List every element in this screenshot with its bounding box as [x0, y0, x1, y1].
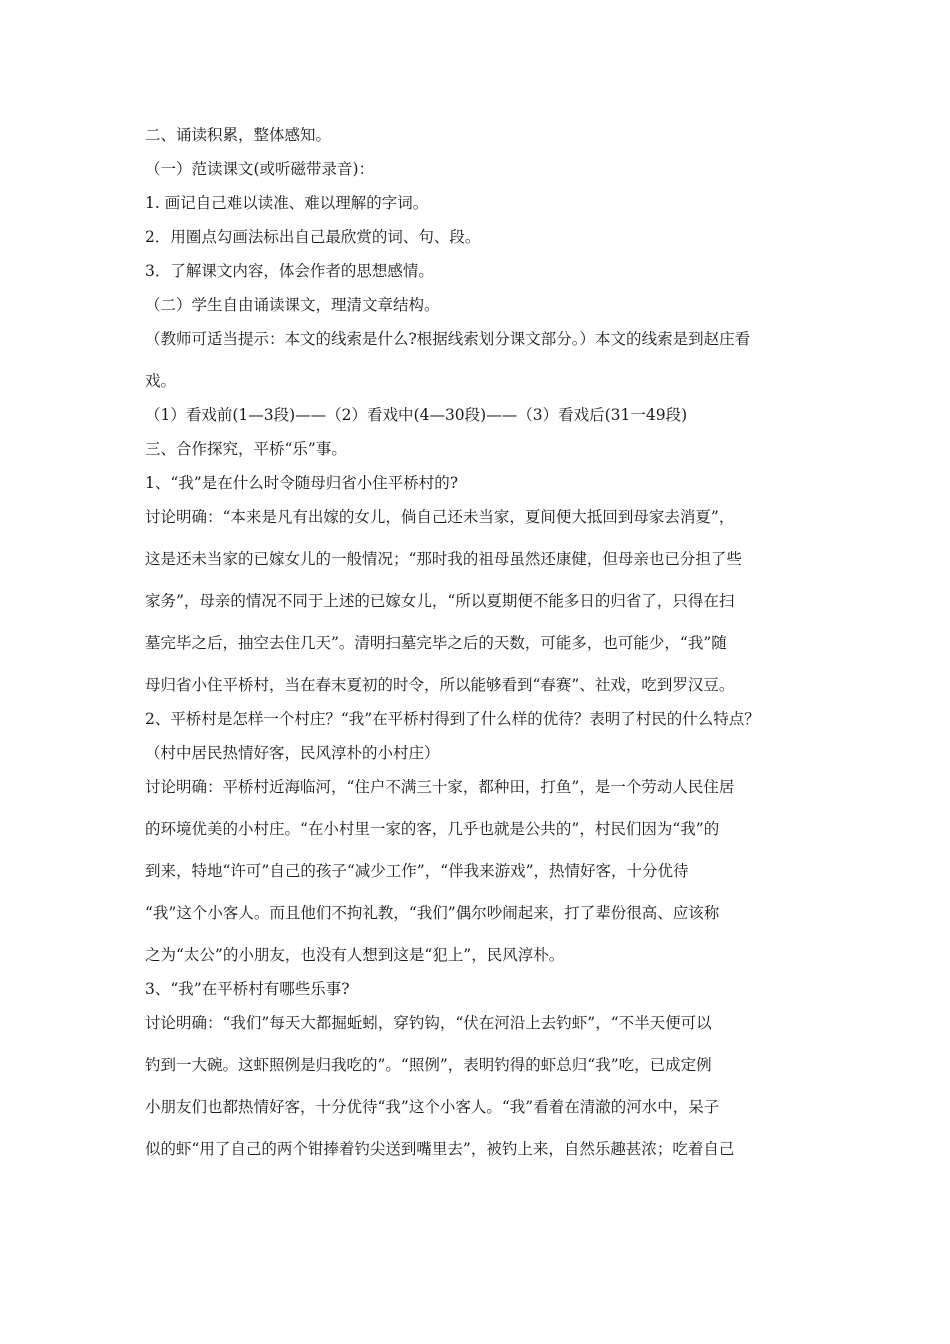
list-item: 3．了解课文内容，体会作者的思想感情。: [145, 262, 434, 280]
section-heading: 三、合作探究，平桥“乐”事。: [145, 440, 347, 458]
paragraph-line: 小朋友们也都热情好客，十分优待“我”这个小客人。“我”看着在清澈的河水中，呆子: [145, 1098, 720, 1116]
paragraph-line: 讨论明确：平桥村近海临河，“住户不满三十家，都种田，打鱼”，是一个劳动人民住居: [145, 778, 735, 796]
paragraph-line: 讨论明确：“本来是凡有出嫁的女儿，倘自己还未当家，夏间便大抵回到母家去消夏”，: [145, 508, 735, 526]
list-item: 2．用圈点勾画法标出自己最欣赏的词、句、段。: [145, 228, 481, 246]
list-item: 1. 画记自己难以读准、难以理解的字词。: [145, 194, 429, 212]
paragraph-line: 之为“太公”的小朋友，也没有人想到这是“犯上”，民风淳朴。: [145, 946, 565, 964]
answer-note: （村中居民热情好客，民风淳朴的小村庄）: [145, 744, 440, 762]
paragraph-line: 戏。: [145, 372, 177, 390]
paragraph-line: 讨论明确：“我们”每天大都掘蚯蚓，穿钓钩，“伏在河沿上去钓虾”，“不半天便可以: [145, 1014, 712, 1032]
sub-heading: （一）范读课文(或听磁带录音)：: [145, 160, 375, 178]
question: 1、“我”是在什么时令随母归省小住平桥村的?: [145, 474, 459, 492]
sub-heading: （二）学生自由诵读课文，理清文章结构。: [145, 296, 440, 314]
paragraph-line: 到来，特地“许可”自己的孩子“减少工作”，“伴我来游戏”，热情好客，十分优待: [145, 862, 689, 880]
document-body: [145, 125, 813, 1159]
question: 2、平桥村是怎样一个村庄？“我”在平桥村得到了什么样的优待？表明了村民的什么特点？: [145, 710, 760, 728]
paragraph-line: 钓到一大碗。这虾照例是归我吃的”。“照例”，表明钓得的虾总归“我”吃，已成定例: [145, 1056, 712, 1074]
paragraph-line: 家务”，母亲的情况不同于上述的已嫁女儿，“所以夏期便不能多日的归省了，只得在扫: [145, 592, 735, 610]
paragraph-line: “我”这个小客人。而且他们不拘礼教，“我们”偶尔吵闹起来，打了辈份很高、应该称: [145, 904, 720, 922]
paragraph-line: 这是还未当家的已嫁女儿的一般情况；“那时我的祖母虽然还康健，但母亲也已分担了些: [145, 550, 742, 568]
paragraph-line: 似的虾“用了自己的两个钳捧着钓尖送到嘴里去”，被钓上来，自然乐趣甚浓；吃着自己: [145, 1140, 735, 1158]
paragraph-line: 母归省小住平桥村，当在春末夏初的时令，所以能够看到“春赛”、社戏，吃到罗汉豆。: [145, 676, 735, 694]
structure-line: （1）看戏前(1—3段)——（2）看戏中(4—30段)——（3）看戏后(31一49段): [145, 406, 688, 424]
section-heading: 二、诵读积累，整体感知。: [145, 126, 332, 144]
paragraph-line: 的环境优美的小村庄。“在小村里一家的客，几乎也就是公共的”，村民们因为“我”的: [145, 820, 720, 838]
paragraph-line: 墓完毕之后，抽空去住几天”。清明扫墓完毕之后的天数，可能多，也可能少，“我”随: [145, 634, 727, 652]
question: 3、“我”在平桥村有哪些乐事?: [145, 980, 350, 998]
paragraph-line: （教师可适当提示：本文的线索是什么?根据线索划分课文部分。）本文的线索是到赵庄看: [145, 330, 751, 348]
